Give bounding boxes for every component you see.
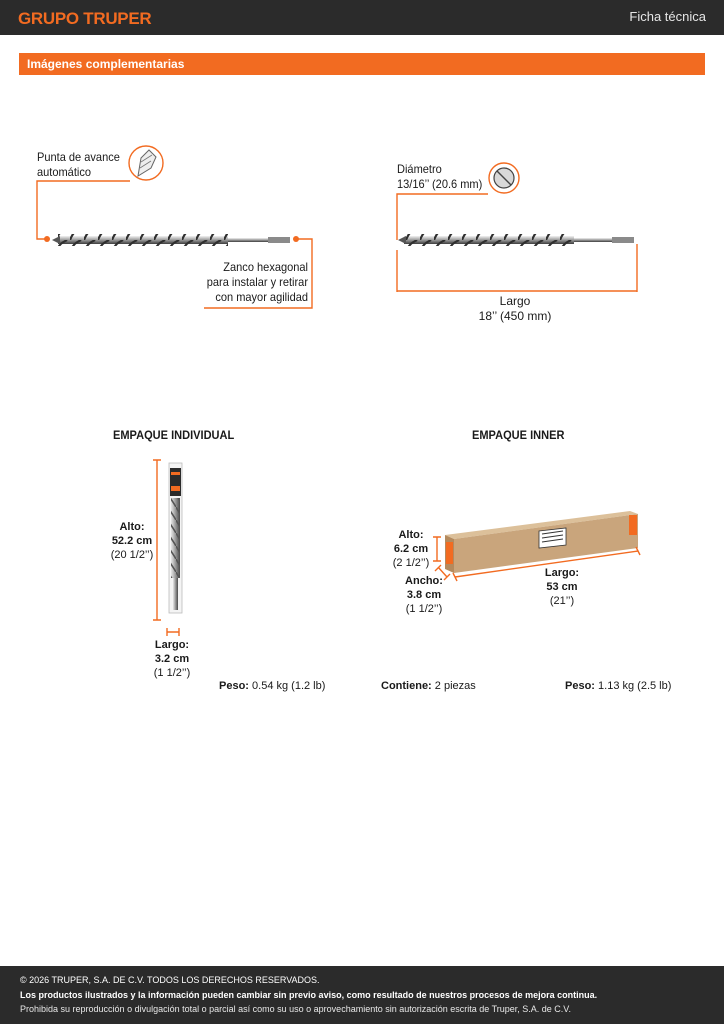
tip-label-line-1: Punta de avance: [37, 150, 120, 164]
individual-height-cm: 52.2 cm: [111, 535, 153, 547]
inner-length-cm: 53 cm: [546, 581, 578, 593]
individual-weight-title: Peso:: [219, 680, 249, 692]
inner-height-in: (2 1/2’’): [392, 557, 430, 569]
inner-height-title: Alto:: [398, 529, 424, 541]
length-title: Largo: [499, 294, 531, 308]
diameter-value-mm: (20.6 mm): [432, 177, 483, 191]
diameter-value-inches: 13/16’’: [397, 177, 429, 191]
shank-label-line-3: con mayor agilidad: [215, 290, 308, 304]
length-value-inches: 18’’: [478, 309, 497, 323]
auger-bit-features-illustration: [44, 234, 299, 246]
inner-width-label: [404, 574, 444, 616]
inner-weight-title: Peso:: [565, 680, 595, 692]
length-value-mm: (450 mm): [500, 309, 552, 323]
footer-prohibition: Prohibida su reproducción o divulgación total o parcial así como su uso o aprovechamiento sin autorización escrita de Truper, S.A. de C.V.: [20, 1004, 571, 1014]
individual-height-label: [104, 520, 160, 562]
tip-label-line-2: automático: [37, 165, 92, 179]
footer-copyright: © 2026 TRUPER, S.A. DE C.V. TODOS LOS DERECHOS RESERVADOS.: [20, 975, 320, 985]
document-type: Ficha técnica: [629, 9, 706, 24]
tip-feature-label: [37, 150, 120, 180]
individual-length-cm: 3.2 cm: [154, 653, 190, 665]
individual-length-dimension: [167, 628, 179, 636]
individual-package-illustration: [169, 463, 182, 613]
section-title: Imágenes complementarias: [27, 57, 185, 71]
individual-height-title: Alto:: [119, 521, 145, 533]
inner-weight: [565, 679, 671, 694]
length-dimension-line: [397, 244, 637, 292]
diameter-title: Diámetro: [397, 162, 442, 176]
inner-width-title: Ancho:: [405, 575, 443, 587]
shank-feature-label: [181, 260, 308, 305]
inner-height-cm: 6.2 cm: [393, 543, 429, 555]
inner-package-illustration: [445, 511, 638, 573]
individual-weight-value: 0.54 kg (1.2 lb): [252, 680, 326, 692]
inner-length-title: Largo:: [544, 567, 580, 579]
inner-width-cm: 3.8 cm: [406, 589, 442, 601]
shank-label-line-2: para instalar y retirar: [206, 275, 308, 289]
brand-logo: GRUPO TRUPER: [18, 9, 152, 28]
individual-length-in: (1 1/2’’): [153, 667, 191, 679]
length-label: [460, 294, 570, 324]
inner-package-heading: EMPAQUE INNER: [472, 428, 565, 442]
inner-contents-value: 2 piezas: [434, 680, 476, 692]
individual-height-in: (20 1/2’’): [110, 549, 154, 561]
shank-label-line-1: Zanco hexagonal: [223, 260, 308, 274]
individual-weight: [219, 679, 325, 694]
auger-bit-dimensions-illustration: [398, 234, 634, 246]
footer: [0, 966, 724, 1024]
individual-package-heading: EMPAQUE INDIVIDUAL: [113, 428, 235, 442]
inner-height-label: [392, 528, 430, 570]
inner-contents: [381, 679, 476, 694]
inner-contents-title: Contiene:: [381, 680, 432, 692]
inner-height-dimension: [433, 537, 441, 561]
inner-weight-value: 1.13 kg (2.5 lb): [598, 680, 672, 692]
footer-notice: Los productos ilustrados y la información pueden cambiar sin previo aviso, como resultado de nuestros procesos de mejora continua.: [20, 990, 598, 1000]
inner-length-label: [540, 566, 584, 608]
inner-length-in: (21’’): [549, 595, 575, 607]
diameter-label: [397, 162, 482, 192]
inner-width-in: (1 1/2’’): [405, 603, 443, 615]
individual-length-label: [146, 638, 198, 680]
individual-length-title: Largo:: [154, 639, 190, 651]
